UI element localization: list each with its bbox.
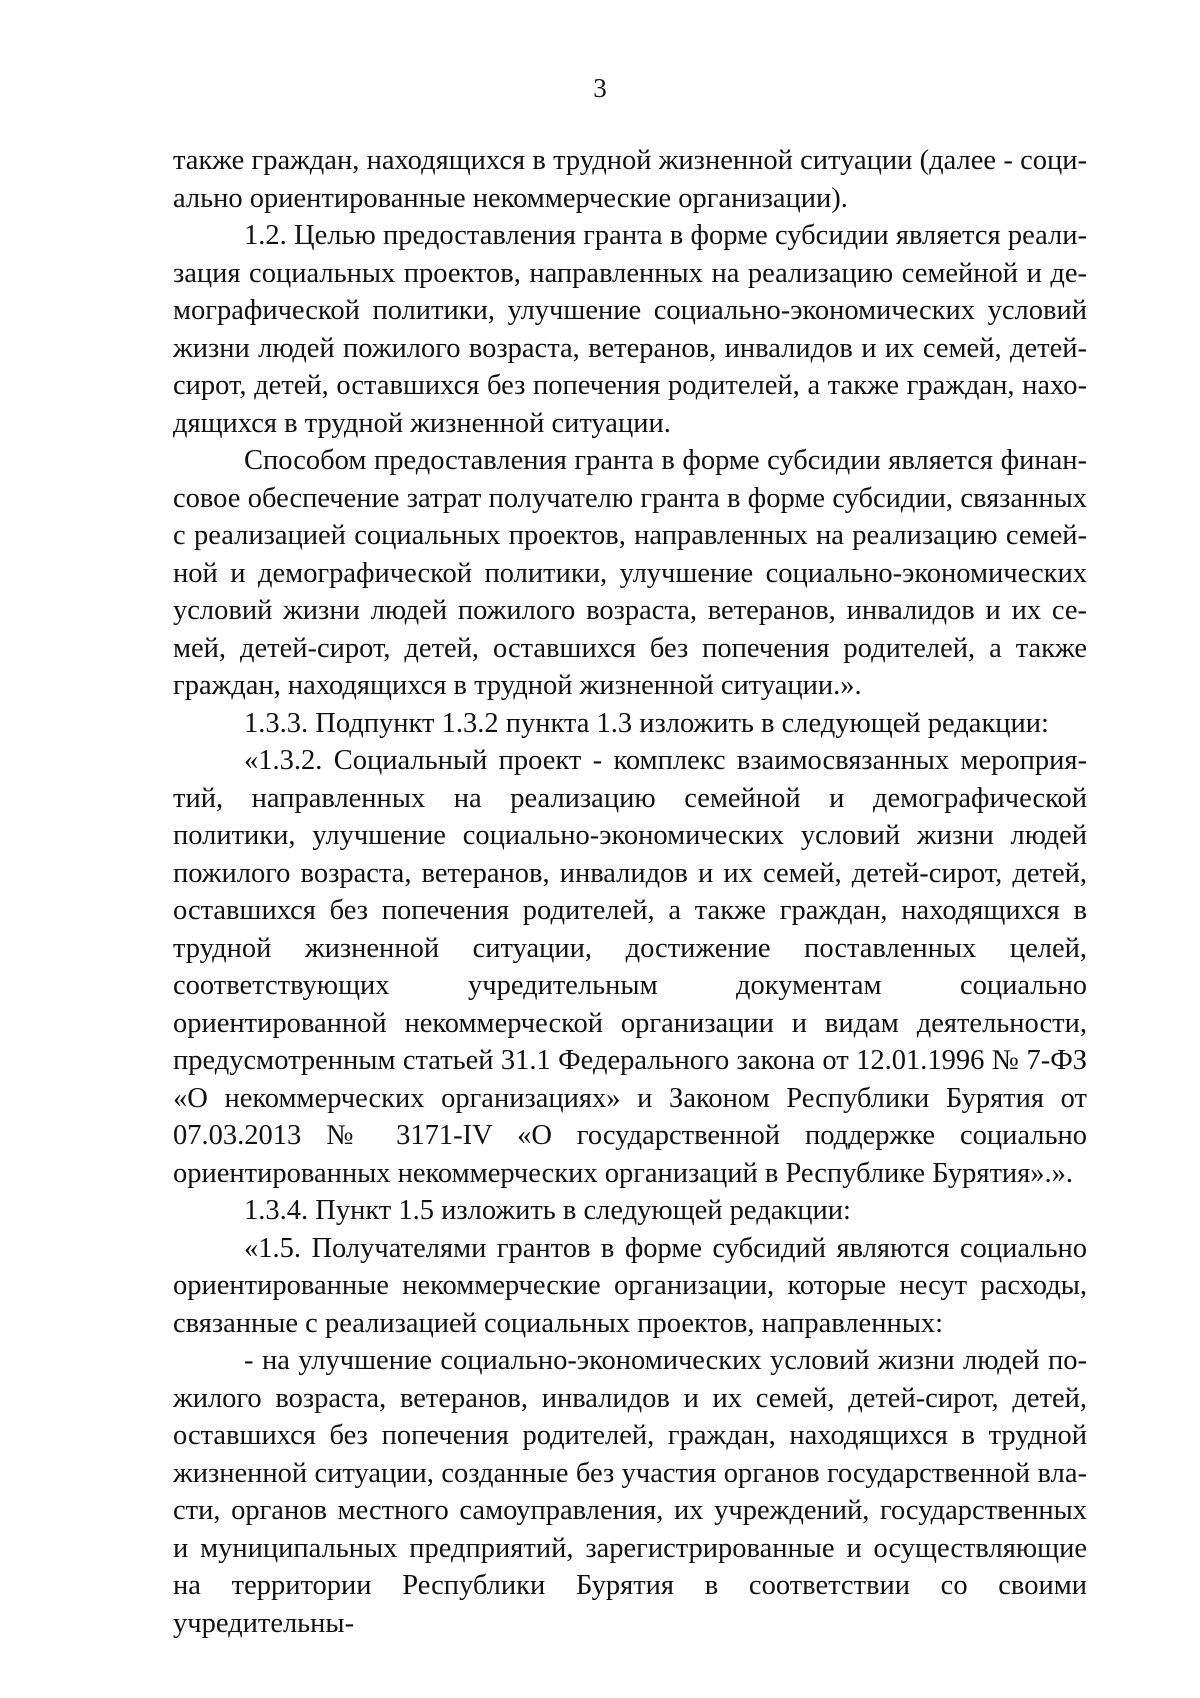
document-body	[173, 142, 1087, 1642]
paragraph-1-3-4-amendment: 1.3.4. Пункт 1.5 изложить в следующей редакции:	[244, 1195, 851, 1226]
page-number: 3	[593, 73, 607, 103]
paragraph-1-3-2-social-project: «1.3.2. Социальный проект - комплекс взаимосвязанных мероприятий, направленных на реализацию семейной и демографической политики, улучшение социально-экономических условий жизни людей пожилого возраста, ветеранов, инвалидов и их семей, детей-сирот, детей, оставшихся без попечения родителей, а также граждан, находящихся в трудной жизненной ситуации, достижение поставленных целей, соответствующих учредительным документам социально ориентированной некоммерческой организации и видам деятельности, предусмотренным статьей 31.1 Федерального закона от 12.01.1996 № 7-ФЗ «О некоммерческих организациях» и Законом Республики Бурятия от 07.03.2013 № 3171-IV «О государственной поддержке социально ориентированных некоммерческих организаций в Республике Бурятия».».	[173, 745, 1087, 1189]
paragraph-1-5-recipients: «1.5. Получателями грантов в форме субсидий являются социально ориентированные некоммерческие организации, которые несут расходы, связанные с реализацией социальных проектов, направленных:	[173, 1232, 1087, 1339]
paragraph-continuation: также граждан, находящихся в трудной жизненной ситуации (далее - социально ориентированные некоммерческие организации).	[173, 145, 1087, 214]
paragraph-1-2-grant-purpose: 1.2. Целью предоставления гранта в форме субсидии является реализация социальных проектов, направленных на реализацию семейной и демографической политики, улучшение социально-экономических условий жизни людей пожилого возраста, ветеранов, инвалидов и их семей, детей-сирот, детей, оставшихся без попечения родителей, а также граждан, находящихся в трудной жизненной ситуации.	[173, 220, 1087, 439]
paragraph-grant-method: Способом предоставления гранта в форме субсидии является финансовое обеспечение затрат получателю гранта в форме субсидии, связанных с реализацией социальных проектов, направленных на реализацию семейной и демографической политики, улучшение социально-экономических условий жизни людей пожилого возраста, ветеранов, инвалидов и их семей, детей-сирот, детей, оставшихся без попечения родителей, а также граждан, находящихся в трудной жизненной ситуации.».	[173, 445, 1087, 701]
paragraph-1-3-3-amendment: 1.3.3. Подпункт 1.3.2 пункта 1.3 изложить в следующей редакции:	[244, 707, 1049, 739]
paragraph-bullet-improvement: - на улучшение социально-экономических условий жизни людей пожилого возраста, ветеранов, инвалидов и их семей, детей-сирот, детей, оставшихся без попечения родителей, граждан, находящихся в трудной жизненной ситуации, созданные без участия органов государственной власти, органов местного самоуправления, их учреждений, государственных и муниципальных предприятий, зарегистрированные и осуществляющие на территории Республики Бурятия в соответствии со своими учредительны-	[173, 1345, 1087, 1639]
